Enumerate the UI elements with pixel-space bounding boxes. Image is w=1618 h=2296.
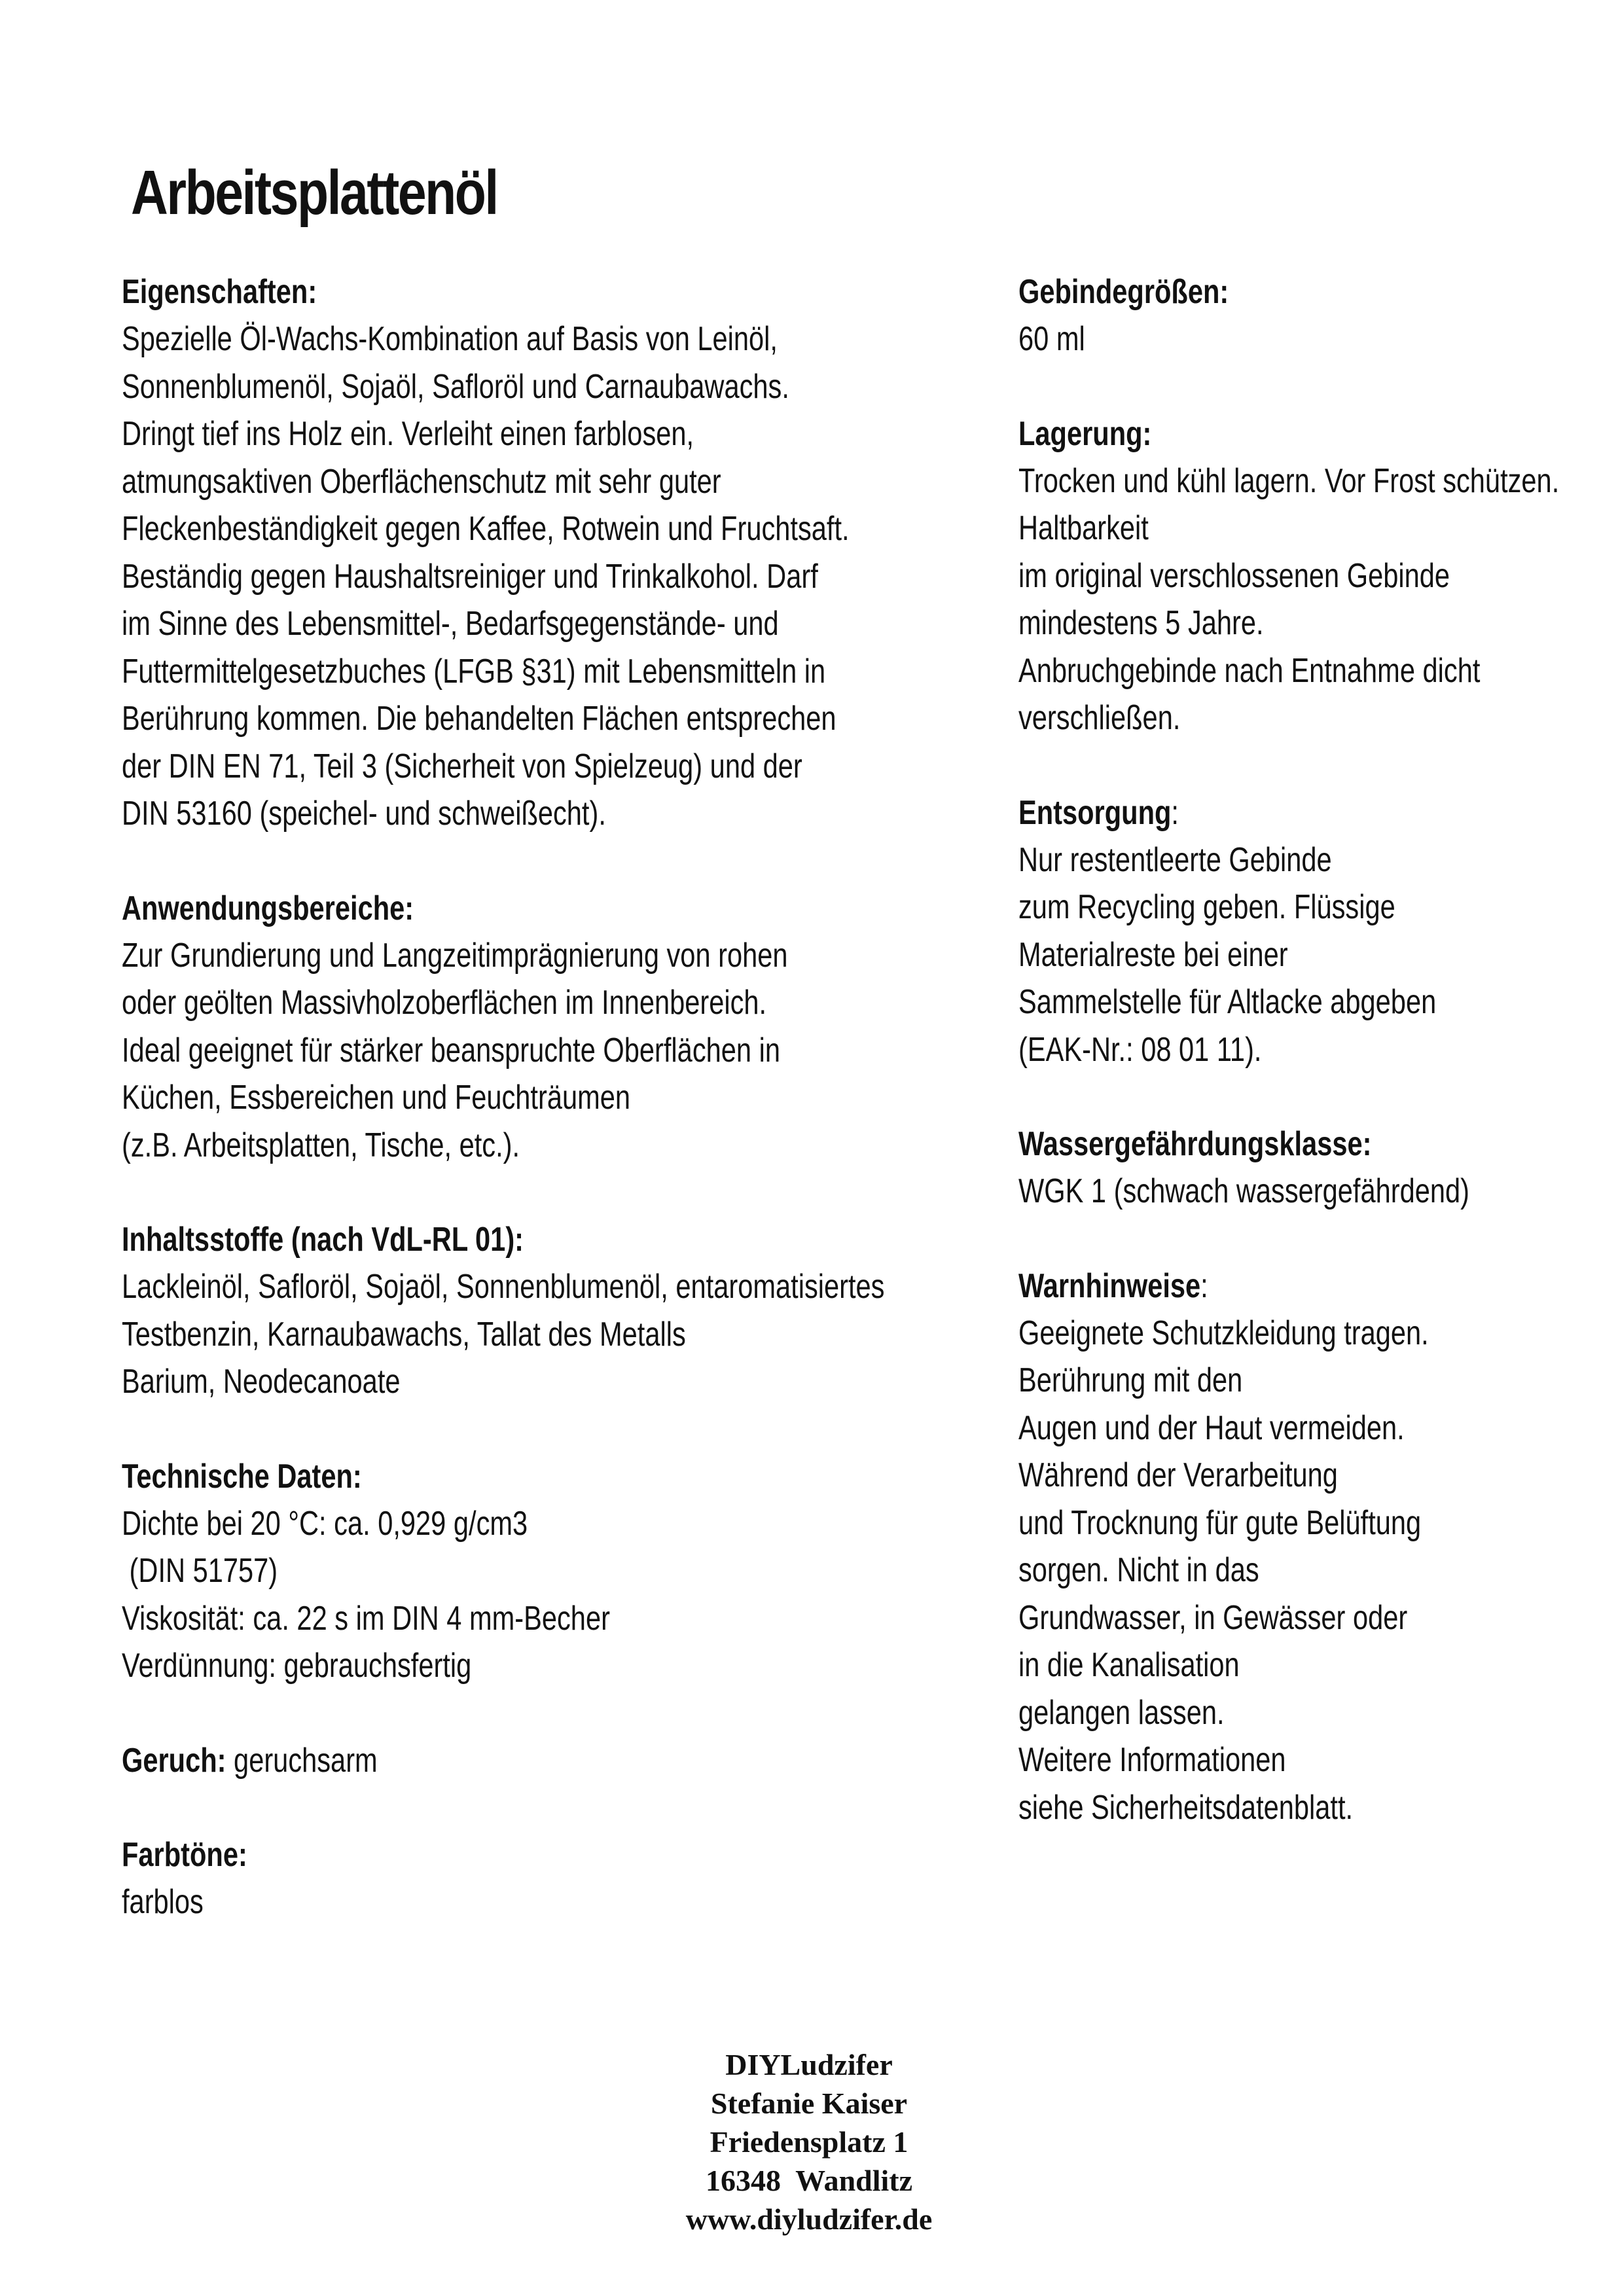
section-text-line: Grundwasser, in Gewässer oder [1018, 1598, 1408, 1637]
section-eigenschaften [122, 268, 1025, 838]
section-warnhinweise [1018, 1263, 1594, 1832]
page-title: Arbeitsplattenöl [131, 158, 497, 228]
section-heading-text: Anwendungsbereiche: [122, 889, 414, 927]
section-inhaltsstoffe-nach-vdl-rl-01 [122, 1216, 1025, 1406]
section-text-line: verschließen. [1018, 699, 1181, 737]
section-heading [1018, 410, 1479, 457]
footer-address [0, 2045, 1618, 2238]
section-heading-text: Lagerung: [1018, 414, 1152, 453]
section-heading-text: Gebindegrößen: [1018, 273, 1229, 311]
section-heading [122, 268, 844, 315]
section-text-line: gelangen lassen. [1018, 1693, 1225, 1732]
section-heading-text: Inhaltsstoffe (nach VdL-RL 01): [122, 1221, 524, 1259]
section-heading [122, 1453, 844, 1500]
section-technische-daten [122, 1453, 1025, 1690]
section-text-line: Beständig gegen Haushaltsreiniger und Trinkalkohol. Darf [122, 557, 818, 596]
section-text-line: farblos [122, 1883, 204, 1921]
section-text-line: mindestens 5 Jahre. [1018, 604, 1264, 642]
section-text-line: (DIN 51757) [122, 1552, 278, 1590]
section-heading-text: Farbtöne: [122, 1836, 247, 1874]
section-text-line: Sonnenblumenöl, Sojaöl, Safloröl und Carnaubawachs. [122, 367, 789, 406]
section-heading-text: Warnhinweise [1018, 1266, 1201, 1305]
section-text-line: Geeignete Schutzkleidung tragen. [1018, 1314, 1429, 1352]
section-text-line: Barium, Neodecanoate [122, 1363, 401, 1401]
section-heading-text: Wassergefährdungsklasse: [1018, 1125, 1372, 1163]
section-text-line: Haltbarkeit [1018, 509, 1149, 547]
left-column [122, 268, 1025, 1973]
section-text-line: Viskosität: ca. 22 s im DIN 4 mm-Becher [122, 1599, 610, 1638]
section-text-line: siehe Sicherheitsdatenblatt. [1018, 1788, 1354, 1827]
footer-line: Friedensplatz 1 [710, 2125, 908, 2159]
section-text-line: 60 ml [1018, 320, 1085, 358]
section-heading: Geruch: [122, 1741, 226, 1780]
section-text-line: Lackleinöl, Safloröl, Sojaöl, Sonnenblumenöl, entaromatisiertes [122, 1268, 885, 1306]
section-text-line: sorgen. Nicht in das [1018, 1551, 1259, 1589]
section-text-line: Sammelstelle für Altlacke abgeben [1018, 983, 1437, 1021]
footer-line: www.diyludzifer.de [685, 2202, 933, 2236]
section-text-line: zum Recycling geben. Flüssige [1018, 888, 1395, 926]
section-text-line: Ideal geeignet für stärker beanspruchte Oberflächen in [122, 1031, 780, 1069]
section-wassergef-hrdungsklasse [1018, 1121, 1594, 1215]
section-heading-text: Entsorgung [1018, 793, 1172, 832]
section-heading-suffix: : [1200, 1266, 1208, 1305]
section-text-line: Dichte bei 20 °C: ca. 0,929 g/cm3 [122, 1504, 528, 1543]
section-heading-text: Eigenschaften: [122, 273, 317, 311]
section-text-line: Futtermittelgesetzbuches (LFGB §31) mit Lebensmitteln in [122, 652, 826, 691]
section-text-line: Berührung kommen. Die behandelten Flächen entsprechen [122, 700, 836, 738]
section-text-line: Verdünnung: gebrauchsfertig [122, 1647, 472, 1685]
section-text-line: atmungsaktiven Oberflächenschutz mit sehr guter [122, 462, 721, 501]
section-text-line: Weitere Informationen [1018, 1741, 1286, 1779]
right-column [1018, 268, 1594, 1878]
section-text-line: Dringt tief ins Holz ein. Verleiht einen farblosen, [122, 415, 694, 453]
section-text-line: und Trocknung für gute Belüftung [1018, 1503, 1422, 1542]
section-geruch [122, 1737, 1025, 1785]
section-text-line: (z.B. Arbeitsplatten, Tische, etc.). [122, 1126, 520, 1164]
section-text-line: DIN 53160 (speichel- und schweißecht). [122, 795, 606, 833]
section-entsorgung [1018, 789, 1594, 1074]
section-text-line: Testbenzin, Karnaubawachs, Tallat des Metalls [122, 1315, 686, 1354]
section-lagerung [1018, 410, 1594, 742]
footer-line: Stefanie Kaiser [710, 2087, 908, 2120]
section-gebindegr-en [1018, 268, 1594, 363]
section-text-line: Zur Grundierung und Langzeitimprägnierung von rohen [122, 936, 788, 975]
section-text-line: Trocken und kühl lagern. Vor Frost schützen. [1018, 461, 1560, 500]
section-text-line: Nur restentleerte Gebinde [1018, 840, 1332, 879]
section-text-line: Berührung mit den [1018, 1361, 1243, 1399]
section-heading [1018, 268, 1479, 315]
section-text-line: der DIN EN 71, Teil 3 (Sicherheit von Spielzeug) und der [122, 747, 802, 785]
section-text-line: im Sinne des Lebensmittel-, Bedarfsgegenstände- und [122, 605, 779, 643]
section-heading [1018, 789, 1479, 836]
section-text-line: Während der Verarbeitung [1018, 1456, 1338, 1494]
section-text-line: Materialreste bei einer [1018, 935, 1288, 974]
section-text-line: Augen und der Haut vermeiden. [1018, 1408, 1405, 1447]
section-heading [122, 1831, 844, 1878]
section-text-line: oder geölten Massivholzoberflächen im Innenbereich. [122, 984, 767, 1022]
section-text-line: Küchen, Essbereichen und Feuchträumen [122, 1079, 631, 1117]
section-text-line: im original verschlossenen Gebinde [1018, 556, 1450, 595]
section-inline-line [122, 1737, 844, 1785]
section-text-line: Anbruchgebinde nach Entnahme dicht [1018, 651, 1481, 690]
section-text-line: (EAK-Nr.: 08 01 11). [1018, 1030, 1262, 1069]
section-anwendungsbereiche [122, 885, 1025, 1170]
section-heading [1018, 1263, 1479, 1310]
section-heading [122, 1216, 844, 1263]
section-heading-text: Technische Daten: [122, 1457, 362, 1496]
section-text-line: in die Kanalisation [1018, 1646, 1240, 1684]
section-heading [1018, 1121, 1479, 1168]
section-farbt-ne [122, 1831, 1025, 1926]
section-heading-suffix: : [1171, 793, 1179, 832]
section-text-line: Fleckenbeständigkeit gegen Kaffee, Rotwein und Fruchtsaft. [122, 510, 850, 548]
section-heading [122, 885, 844, 932]
footer-line: 16348 Wandlitz [705, 2164, 913, 2197]
footer-line: DIYLudzifer [725, 2048, 893, 2081]
section-text-line: Spezielle Öl-Wachs-Kombination auf Basis von Leinöl, [122, 320, 778, 358]
section-value: geruchsarm [226, 1741, 378, 1780]
section-text-line: WGK 1 (schwach wassergefährdend) [1018, 1172, 1469, 1210]
